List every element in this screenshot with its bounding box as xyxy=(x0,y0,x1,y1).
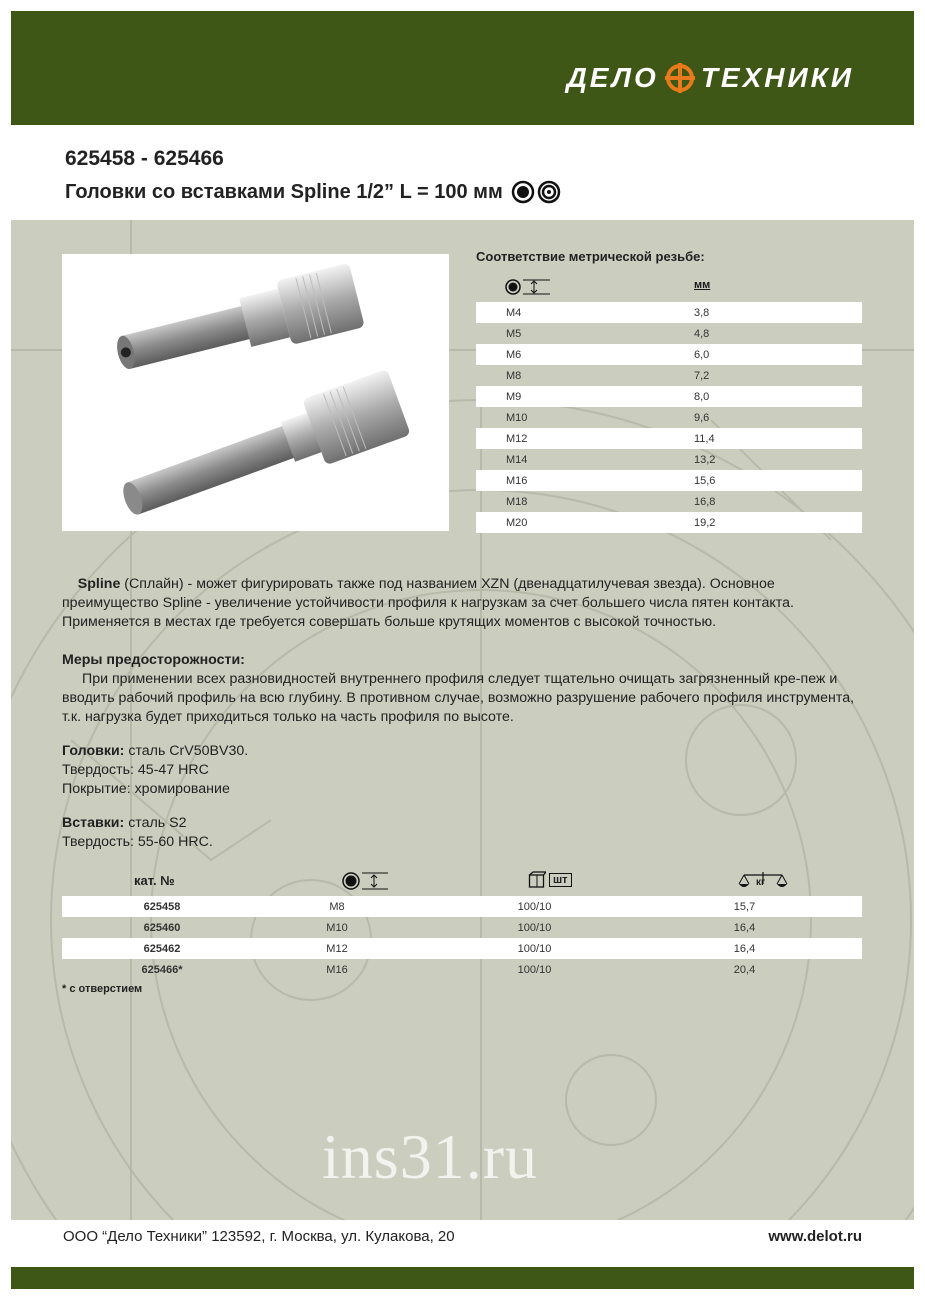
product-row xyxy=(62,896,862,917)
thread-table-row xyxy=(476,407,862,428)
title-area xyxy=(11,125,914,220)
profile-size-icon xyxy=(342,871,390,891)
heads-material: сталь CrV50BV30. xyxy=(124,743,249,759)
company-address: ООО “Дело Техники” 123592, г. Москва, ул. Кулакова, 20 xyxy=(63,1228,455,1245)
inserts-specs xyxy=(62,814,862,852)
product-photo xyxy=(62,254,449,531)
profile-size-mm: 6,0 xyxy=(694,348,710,361)
catalog-number: 625460 xyxy=(143,921,181,934)
precautions-title: Меры предосторожности: xyxy=(62,652,245,668)
inserts-hardness: Твердость: 55-60 HRC. xyxy=(62,834,213,850)
bottom-band xyxy=(11,1267,914,1289)
thread-table-row xyxy=(476,512,862,533)
thread-table-title: Соответствие метрической резьбе: xyxy=(476,249,705,264)
thread-size: М16 xyxy=(506,474,528,487)
thread-size: М6 xyxy=(506,348,522,361)
thread-size: М10 xyxy=(506,411,528,424)
profile-size: M12 xyxy=(326,942,348,955)
spline-profile-icon xyxy=(511,180,563,204)
catalog-number: 625462 xyxy=(143,942,181,955)
product-table xyxy=(62,896,862,980)
header-band xyxy=(11,11,914,125)
weight-header-label: кг xyxy=(756,877,766,888)
profile-size-mm: 19,2 xyxy=(694,516,716,529)
product-row xyxy=(62,959,862,980)
catalog-number: 625458 xyxy=(143,900,181,913)
profile-size-mm: 16,8 xyxy=(694,495,716,508)
thread-size: М14 xyxy=(506,453,528,466)
product-title xyxy=(65,180,563,204)
brand-logo xyxy=(567,61,854,95)
profile-size-mm: 11,4 xyxy=(694,432,715,445)
profile-size-mm: 13,2 xyxy=(694,453,716,466)
precautions-section xyxy=(62,651,862,727)
pieces-header xyxy=(528,871,572,889)
product-codes: 625458 - 625466 xyxy=(65,147,224,170)
weight-header xyxy=(738,870,788,895)
logo-right-text: ТЕХНИКИ xyxy=(700,62,854,93)
inserts-material: сталь S2 xyxy=(124,815,187,831)
product-table-header xyxy=(62,870,862,892)
spline-description: (Сплайн) - может фигурировать также под названием XZN (двенадцатилучевая звезда). Основное преимущество Spline - увеличение устойчивости профиля к нагрузкам за счет большего числа пятен контакта. Применяется в местах где требуется совершать больше крутящих моментов с высокой точностью. xyxy=(62,576,794,630)
weight-kg: 16,4 xyxy=(733,921,756,934)
weight-kg: 15,7 xyxy=(733,900,756,913)
thread-table-row xyxy=(476,323,862,344)
heads-specs xyxy=(62,742,862,799)
thread-size: М8 xyxy=(506,369,522,382)
heads-label: Головки: xyxy=(62,743,125,759)
profile-size: M8 xyxy=(329,900,345,913)
pack-quantity: 100/10 xyxy=(517,921,552,934)
pack-quantity: 100/10 xyxy=(517,963,552,976)
profile-size-icon xyxy=(504,278,552,296)
profile-size: M10 xyxy=(326,921,348,934)
thread-table-row xyxy=(476,344,862,365)
thread-table-row xyxy=(476,302,862,323)
spline-term: Spline xyxy=(77,576,121,592)
thread-size: М20 xyxy=(506,516,528,529)
precautions-text: При применении всех разновидностей внутреннего профиля следует тщательно очищать загрязненный кре-пеж и вводить рабочий профиль на всю глубину. В противном случае, возможно разрушение рабочего профиля инструмента, т.к. нагрузка будет приходиться только на часть профиля по высоте. xyxy=(62,671,855,725)
profile-size-mm: 8,0 xyxy=(694,390,710,403)
logo-left-text: ДЕЛО xyxy=(566,62,659,93)
logo-mark-icon xyxy=(663,61,697,95)
box-icon xyxy=(528,871,546,889)
product-row xyxy=(62,938,862,959)
profile-size-mm: 4,8 xyxy=(694,327,710,340)
catalog-number: 625466* xyxy=(141,963,183,976)
inserts-label: Вставки: xyxy=(62,815,125,831)
thread-size: М5 xyxy=(506,327,522,340)
profile-size-mm: 3,8 xyxy=(694,306,710,319)
thread-table-header xyxy=(476,277,862,297)
thread-size: М4 xyxy=(506,306,522,319)
thread-table xyxy=(476,302,862,533)
product-title-text: Головки со вставками Spline 1/2” L = 100 мм xyxy=(65,180,503,203)
profile-size: M16 xyxy=(326,963,348,976)
pack-quantity: 100/10 xyxy=(517,900,552,913)
heads-hardness: Твердость: 45-47 HRC xyxy=(62,762,209,778)
thread-table-row xyxy=(476,470,862,491)
website-link[interactable]: www.delot.ru xyxy=(768,1228,862,1245)
thread-unit-header: мм xyxy=(694,279,711,291)
thread-size: М12 xyxy=(506,432,528,445)
thread-size: М9 xyxy=(506,390,522,403)
profile-size-mm: 7,2 xyxy=(694,369,710,382)
thread-size: М18 xyxy=(506,495,528,508)
description-spline xyxy=(62,575,862,632)
catalog-number-header: кат. № xyxy=(134,873,175,888)
pieces-header-label: шт xyxy=(549,873,572,887)
socket-bits-image xyxy=(62,254,449,531)
thread-table-row xyxy=(476,449,862,470)
pack-quantity: 100/10 xyxy=(517,942,552,955)
thread-table-row xyxy=(476,428,862,449)
product-row xyxy=(62,917,862,938)
weight-kg: 20,4 xyxy=(733,963,756,976)
watermark-text: ins31.ru xyxy=(322,1121,538,1192)
profile-size-mm: 9,6 xyxy=(694,411,710,424)
weight-kg: 16,4 xyxy=(733,942,756,955)
footer xyxy=(11,1220,914,1267)
heads-coating: Покрытие: хромирование xyxy=(62,781,230,797)
profile-size-mm: 15,6 xyxy=(694,474,716,487)
footnote: * с отверстием xyxy=(62,983,143,995)
thread-table-row xyxy=(476,386,862,407)
thread-table-row xyxy=(476,365,862,386)
thread-table-row xyxy=(476,491,862,512)
